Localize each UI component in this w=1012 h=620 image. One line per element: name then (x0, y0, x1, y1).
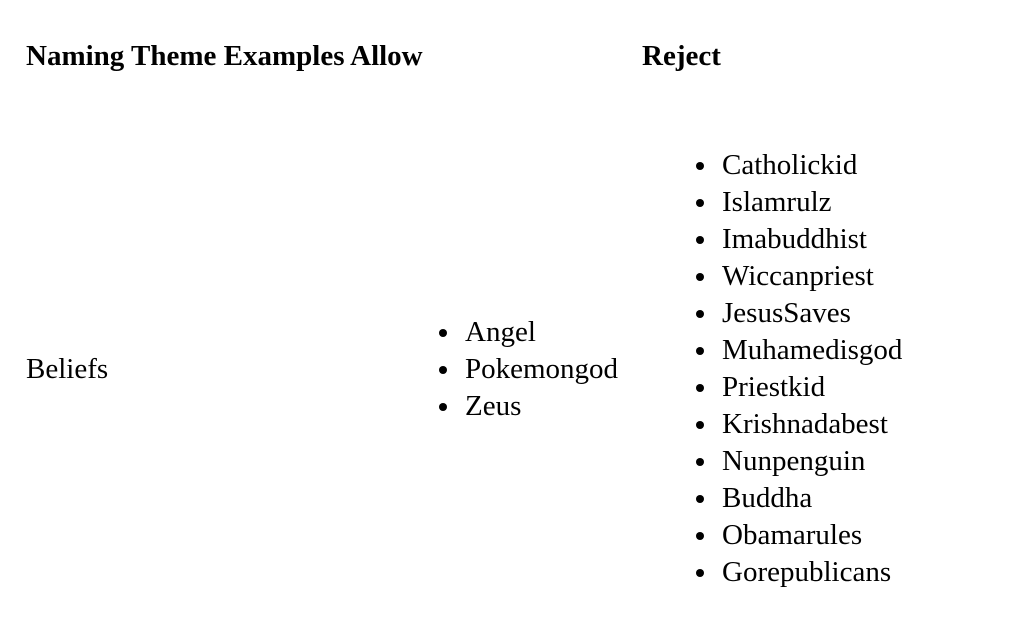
allow-item-label: Pokemongod (465, 353, 619, 385)
reject-item-label: Priestkid (722, 371, 826, 403)
bullet-icon (439, 403, 447, 411)
bullet-icon (439, 366, 447, 374)
bullet-icon (696, 569, 704, 577)
reject-item-label: Islamrulz (722, 186, 832, 218)
bullet-icon (696, 532, 704, 540)
reject-item-label: Catholickid (722, 149, 858, 181)
bullet-icon (696, 421, 704, 429)
allow-item (465, 351, 618, 388)
bullet-icon (696, 236, 704, 244)
reject-item (722, 147, 902, 184)
reject-item-label: Nunpenguin (722, 445, 866, 477)
reject-item-label: Buddha (722, 482, 813, 514)
allow-item-label: Angel (465, 316, 536, 348)
reject-item (722, 332, 902, 369)
reject-item (722, 295, 902, 332)
allow-item (465, 388, 618, 425)
header-reject: Reject (642, 40, 721, 72)
reject-item (722, 184, 902, 221)
reject-item (722, 480, 902, 517)
allow-item (465, 314, 618, 351)
bullet-icon (696, 310, 704, 318)
reject-item (722, 517, 902, 554)
reject-item (722, 443, 902, 480)
reject-item (722, 221, 902, 258)
reject-examples-list (722, 147, 902, 591)
header-theme-examples-allow: Naming Theme Examples Allow (26, 40, 423, 72)
allow-examples-list (465, 314, 618, 425)
reject-item-label: Obamarules (722, 519, 863, 551)
reject-item-label: Gorepublicans (722, 556, 892, 588)
bullet-icon (696, 347, 704, 355)
bullet-icon (696, 495, 704, 503)
reject-item-label: Muhamedisgod (722, 334, 903, 366)
reject-item-label: JesusSaves (722, 297, 851, 329)
bullet-icon (696, 199, 704, 207)
reject-item (722, 554, 902, 591)
reject-item (722, 258, 902, 295)
reject-item (722, 406, 902, 443)
theme-cell-beliefs: Beliefs (26, 353, 109, 385)
bullet-icon (696, 162, 704, 170)
reject-item-label: Krishnadabest (722, 408, 888, 440)
bullet-icon (439, 329, 447, 337)
reject-item (722, 369, 902, 406)
reject-item-label: Wiccanpriest (722, 260, 874, 292)
bullet-icon (696, 384, 704, 392)
bullet-icon (696, 273, 704, 281)
reject-item-label: Imabuddhist (722, 223, 867, 255)
bullet-icon (696, 458, 704, 466)
allow-item-label: Zeus (465, 390, 522, 422)
